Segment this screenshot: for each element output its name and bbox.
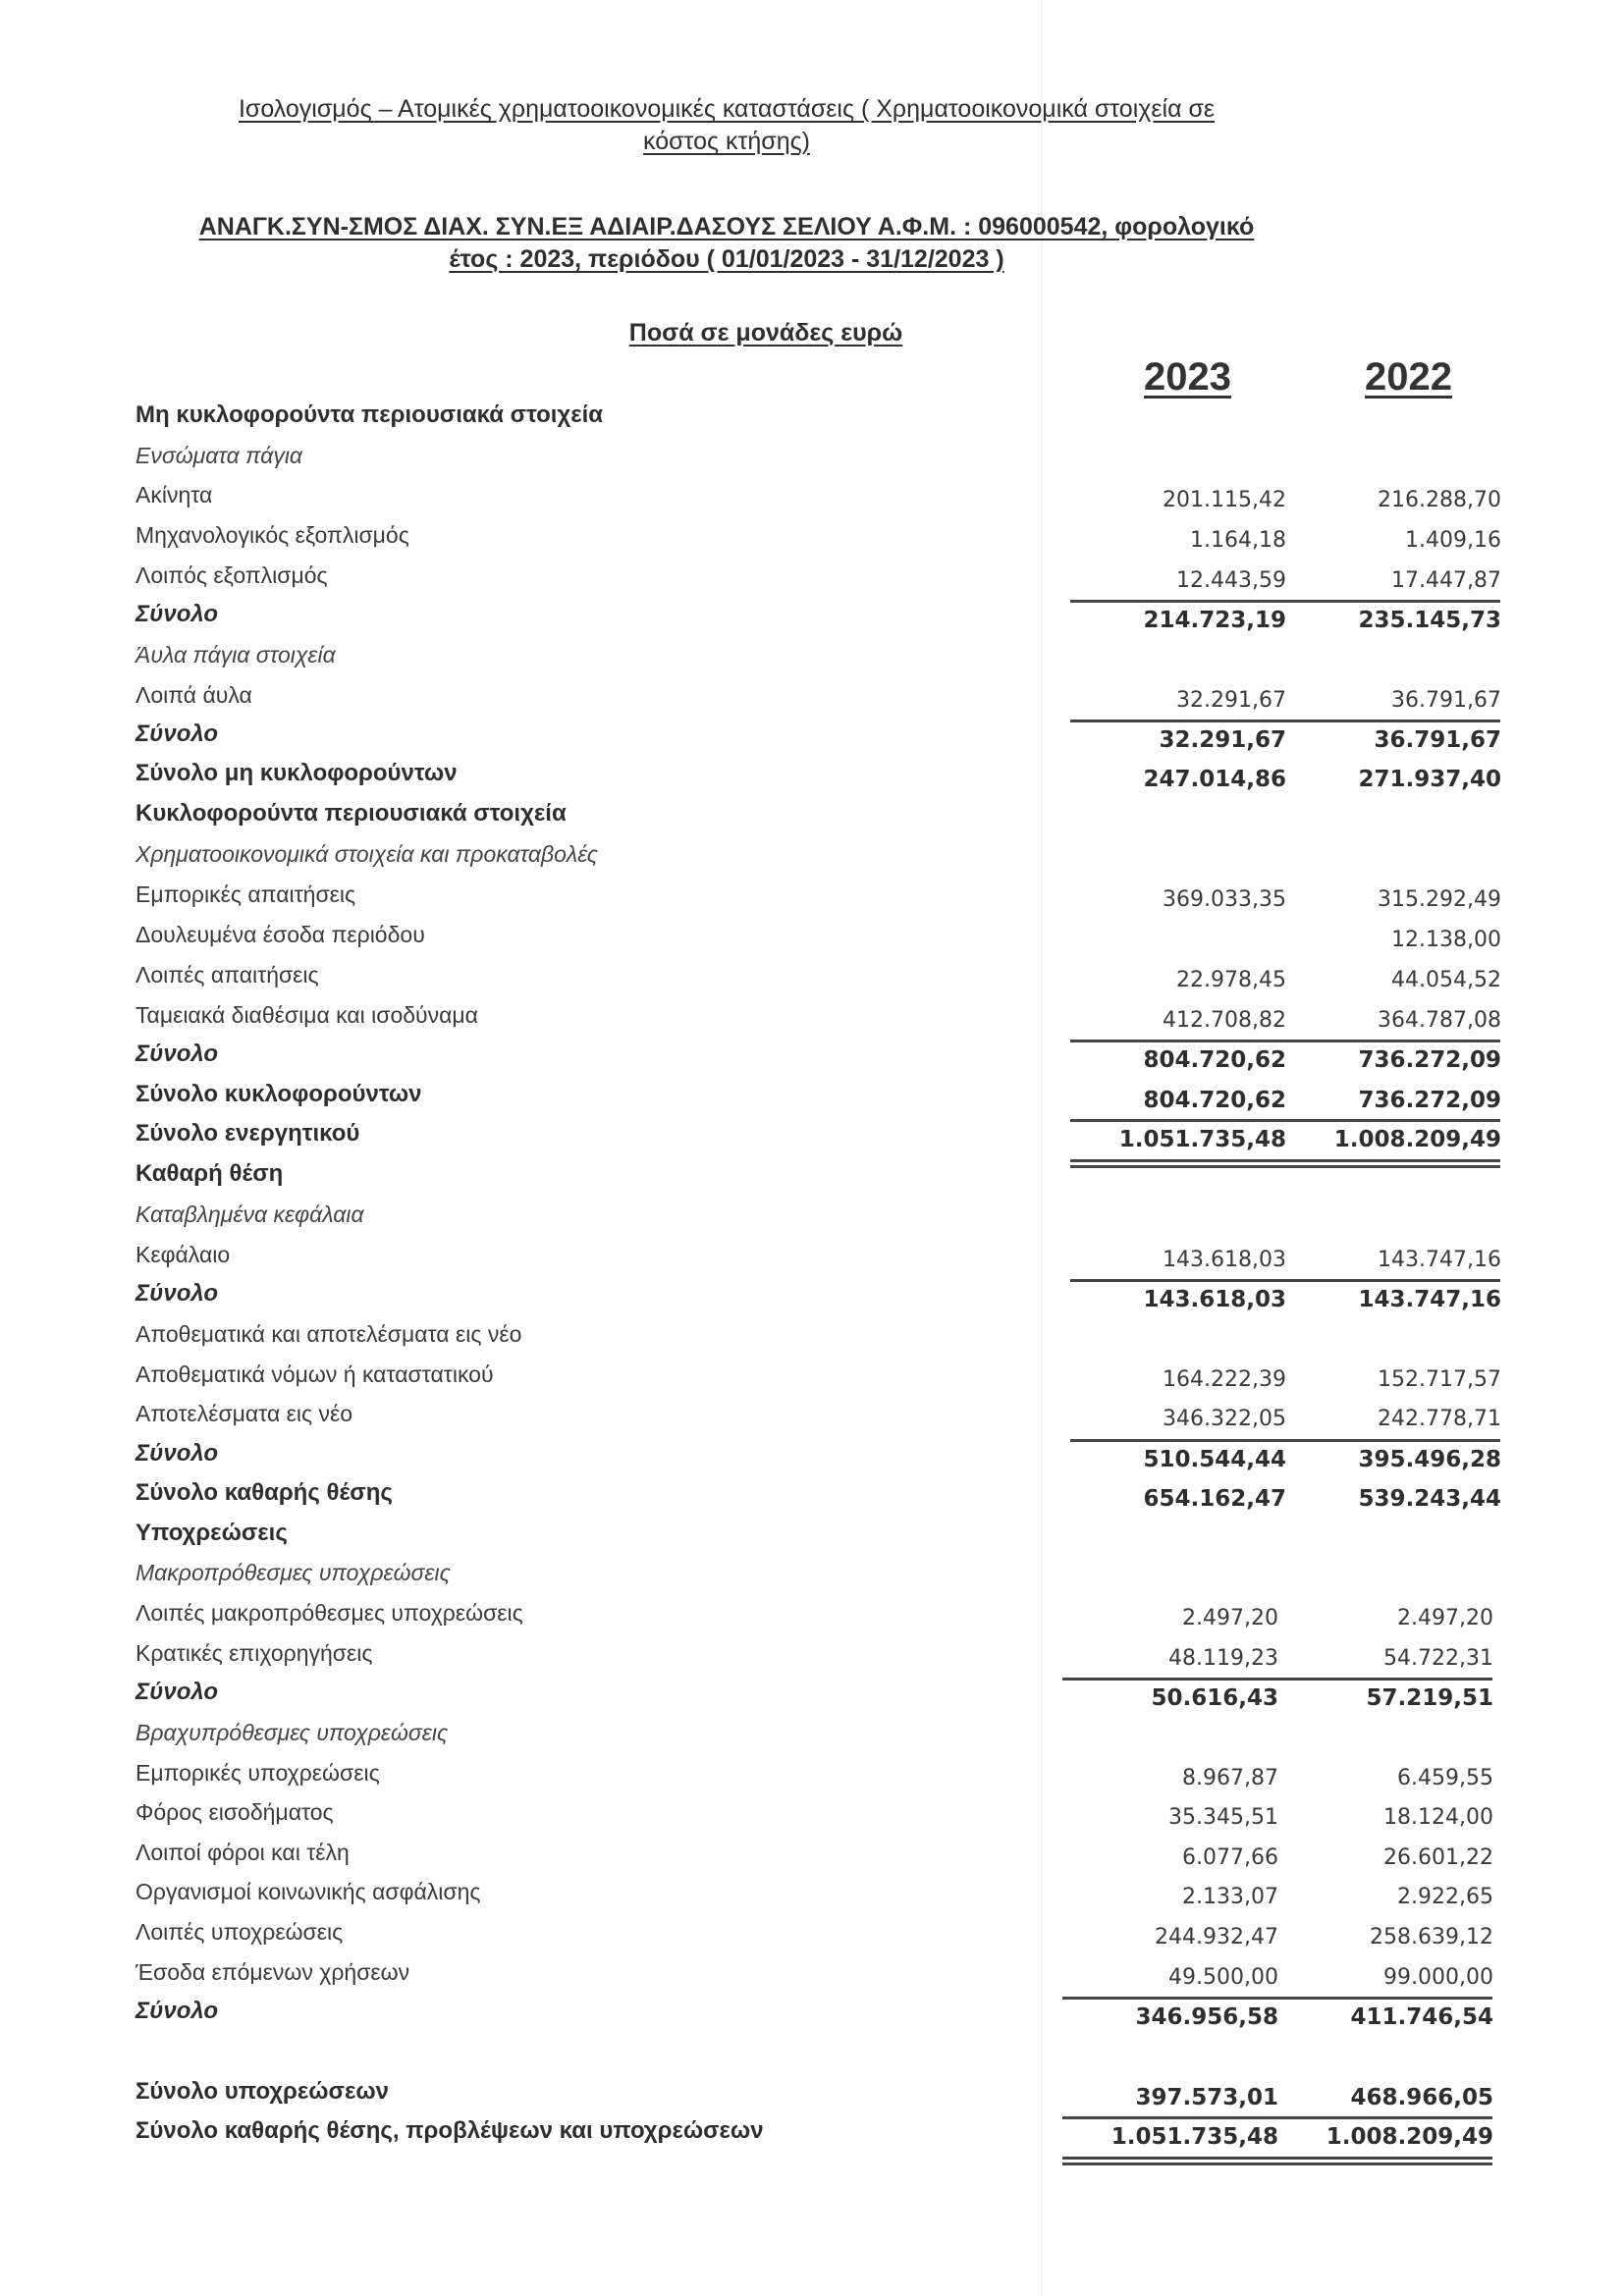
- total-row: [0, 1077, 1624, 1116]
- table-row: [0, 1914, 1624, 1953]
- amount-2022: 1.008.209,49: [1333, 1127, 1501, 1152]
- amount-2022: 36.791,67: [1374, 727, 1501, 753]
- amount-2023: 412.708,82: [1163, 1008, 1286, 1033]
- subtotal-rule: [1070, 1119, 1286, 1122]
- amount-2023: 1.051.735,48: [1118, 1127, 1286, 1152]
- amount-2022: 539.243,44: [1358, 1486, 1501, 1512]
- row-label: Υποχρεώσεις: [135, 1520, 288, 1546]
- amount-2023: 654.162,47: [1143, 1486, 1286, 1512]
- amount-2022: 1.409,16: [1405, 528, 1501, 553]
- amount-2022: 44.054,52: [1391, 968, 1501, 992]
- amount-2022: 143.747,16: [1378, 1248, 1501, 1272]
- total-row: [0, 2113, 1624, 2153]
- amount-2023: 22.978,45: [1176, 968, 1286, 992]
- amount-2023: 2.497,20: [1182, 1606, 1278, 1630]
- table-row: [0, 997, 1624, 1037]
- amount-2023: 346.322,05: [1163, 1407, 1286, 1431]
- entity-heading: [167, 211, 1286, 276]
- table-row: [0, 877, 1624, 916]
- amount-2022: 36.791,67: [1391, 688, 1501, 713]
- row-label: Μη κυκλοφορούντα περιουσιακά στοιχεία: [135, 401, 604, 428]
- table-row: [0, 1595, 1624, 1634]
- amount-2022: 235.145,73: [1358, 608, 1501, 633]
- row-label: Σύνολο: [135, 1440, 219, 1467]
- row-label: Άυλα πάγια στοιχεία: [135, 642, 336, 667]
- amount-2023: 1.051.735,48: [1110, 2124, 1278, 2150]
- total-row: [0, 1994, 1624, 2033]
- subtotal-rule: [1282, 1279, 1500, 1282]
- amount-2022: 99.000,00: [1383, 1965, 1493, 1990]
- amount-2022: 395.496,28: [1358, 1447, 1501, 1472]
- subtotal-rule: [1070, 600, 1286, 603]
- table-row: [0, 558, 1624, 597]
- row-label: Εμπορικές απαιτήσεις: [135, 881, 356, 907]
- row-label: Σύνολο: [135, 1280, 219, 1307]
- grand-total-double-rule: [1062, 2157, 1278, 2165]
- section-heading-row: [0, 398, 1624, 437]
- row-label: Δουλευμένα έσοδα περιόδου: [135, 922, 425, 947]
- amount-2023: 143.618,03: [1143, 1287, 1286, 1312]
- subsection-heading-row: [0, 1715, 1624, 1754]
- row-label: Εμπορικές υποχρεώσεις: [135, 1760, 380, 1786]
- row-label: Λοιποί φόροι και τέλη: [135, 1840, 350, 1865]
- amount-2022: 57.219,51: [1366, 1685, 1493, 1711]
- amount-2022: 411.746,54: [1350, 2004, 1493, 2030]
- row-label: Καθαρή θέση: [135, 1160, 284, 1187]
- amount-2023: 12.443,59: [1176, 568, 1286, 593]
- amount-2023: 32.291,67: [1159, 727, 1286, 753]
- column-header-2022: 2022: [1365, 355, 1452, 399]
- amount-2023: 50.616,43: [1151, 1685, 1278, 1711]
- section-heading-row: [0, 1516, 1624, 1555]
- table-row: [0, 1835, 1624, 1874]
- amount-2023: 201.115,42: [1163, 488, 1286, 512]
- row-label: Σύνολο μη κυκλοφορούντων: [135, 760, 458, 786]
- row-label: Αποθεματικά και αποτελέσματα εις νέο: [135, 1321, 522, 1347]
- amount-2023: 510.544,44: [1143, 1447, 1286, 1472]
- amount-2022: 242.778,71: [1378, 1407, 1501, 1431]
- row-label: Σύνολο: [135, 1998, 219, 2024]
- row-label: Καταβλημένα κεφάλαια: [135, 1201, 364, 1227]
- table-row: [0, 1755, 1624, 1794]
- section-heading-row: [0, 796, 1624, 835]
- total-row: [0, 597, 1624, 636]
- row-label: Χρηματοοικονομικά στοιχεία και προκαταβολές: [135, 841, 598, 867]
- amount-2022: 26.601,22: [1383, 1845, 1493, 1870]
- amount-2023: 214.723,19: [1143, 608, 1286, 633]
- total-row: [0, 1116, 1624, 1155]
- subtotal-rule: [1274, 1997, 1492, 2000]
- table-row: [0, 1357, 1624, 1396]
- amount-2023: 247.014,86: [1143, 767, 1286, 792]
- table-row: [0, 1396, 1624, 1435]
- subtotal-rule: [1070, 720, 1286, 722]
- subsection-heading-row: [0, 1197, 1624, 1236]
- total-row: [0, 717, 1624, 756]
- row-label: Ταμειακά διαθέσιμα και ισοδύναμα: [135, 1002, 478, 1028]
- row-label: Μακροπρόθεσμες υποχρεώσεις: [135, 1560, 451, 1585]
- table-row: [0, 517, 1624, 557]
- subsection-heading-row: [0, 637, 1624, 676]
- table-row: [0, 1874, 1624, 1913]
- amount-2022: 736.272,09: [1358, 1088, 1501, 1113]
- subtotal-rule: [1274, 1678, 1492, 1681]
- total-row: [0, 1276, 1624, 1315]
- amount-2023: 1.164,18: [1190, 528, 1286, 553]
- subtotal-rule: [1070, 1439, 1286, 1442]
- row-label: Έσοδα επόμενων χρήσεων: [135, 1959, 410, 1985]
- amount-2023: 804.720,62: [1143, 1088, 1286, 1113]
- row-label: Σύνολο υποχρεώσεων: [135, 2078, 389, 2105]
- subtotal-rule: [1282, 1119, 1500, 1122]
- table-row: [0, 957, 1624, 996]
- total-row: [0, 1037, 1624, 1076]
- row-label: Βραχυπρόθεσμες υποχρεώσεις: [135, 1720, 449, 1745]
- row-label: Σύνολο: [135, 1041, 219, 1067]
- row-label: Κυκλοφορούντα περιουσιακά στοιχεία: [135, 800, 567, 827]
- table-row: [0, 1794, 1624, 1834]
- row-label: Λοιπός εξοπλισμός: [135, 562, 328, 588]
- row-label: Σύνολο κυκλοφορούντων: [135, 1081, 422, 1107]
- row-label: Λοιπά άυλα: [135, 682, 252, 708]
- table-row: [0, 677, 1624, 717]
- subtotal-rule: [1274, 2116, 1492, 2119]
- total-row: [0, 756, 1624, 795]
- subtotal-rule: [1282, 1040, 1500, 1042]
- amount-2023: 244.932,47: [1155, 1925, 1278, 1949]
- amount-2023: 6.077,66: [1182, 1845, 1278, 1870]
- amount-2022: 18.124,00: [1383, 1805, 1493, 1830]
- total-row: [0, 1475, 1624, 1515]
- amount-units-label: [511, 319, 1021, 347]
- table-row: [0, 1635, 1624, 1675]
- table-row: [0, 1954, 1624, 1994]
- subtotal-rule: [1282, 600, 1500, 603]
- amount-2022: 364.787,08: [1378, 1008, 1501, 1033]
- amount-2023: 804.720,62: [1143, 1047, 1286, 1073]
- entity-heading-line1: ΑΝΑΓΚ.ΣΥΝ-ΣΜΟΣ ΔΙΑΧ. ΣΥΝ.ΕΞ ΑΔΙΑΙΡ.ΔΑΣΟΥΣ ΣΕΛΙΟΥ Α.Φ.Μ. : 096000542, φορολογικό: [198, 213, 1255, 240]
- table-row: [0, 917, 1624, 956]
- amount-2022: 1.008.209,49: [1326, 2124, 1493, 2150]
- row-label: Λοιπές υποχρεώσεις: [135, 1919, 344, 1945]
- row-label: Αποτελέσματα εις νέο: [135, 1401, 353, 1426]
- subtotal-rule: [1062, 1997, 1278, 2000]
- row-label: Σύνολο: [135, 601, 219, 627]
- amount-2022: 17.447,87: [1391, 568, 1501, 593]
- amount-2023: 48.119,23: [1168, 1646, 1278, 1671]
- row-label: Οργανισμοί κοινωνικής ασφάλισης: [135, 1879, 481, 1904]
- row-label: Λοιπές απαιτήσεις: [135, 962, 319, 988]
- amount-2022: 6.459,55: [1397, 1766, 1493, 1790]
- subtotal-rule: [1070, 1040, 1286, 1042]
- row-label: Λοιπές μακροπρόθεσμες υποχρεώσεις: [135, 1600, 523, 1626]
- row-label: Σύνολο: [135, 1679, 219, 1705]
- row-label: Σύνολο καθαρής θέσης: [135, 1479, 393, 1506]
- amount-2023: 164.222,39: [1163, 1367, 1286, 1392]
- amount-2022: 12.138,00: [1391, 928, 1501, 952]
- amount-2022: 258.639,12: [1370, 1925, 1493, 1949]
- amount-2023: 32.291,67: [1176, 688, 1286, 713]
- section-heading-row: [0, 1156, 1624, 1196]
- amount-units-text: Ποσά σε μονάδες ευρώ: [628, 319, 903, 347]
- row-label: Ακίνητα: [135, 482, 213, 507]
- row-label: Μηχανολογικός εξοπλισμός: [135, 522, 409, 548]
- amount-2023: 369.033,35: [1163, 887, 1286, 912]
- statement-title: [167, 93, 1286, 158]
- subtotal-rule: [1282, 720, 1500, 722]
- statement-title-line1: Ισολογισμός – Ατομικές χρηματοοικονομικές καταστάσεις ( Χρηματοοικονομικά στοιχεία σε: [238, 95, 1216, 123]
- subtotal-rule: [1062, 2116, 1278, 2119]
- amount-2023: 397.573,01: [1135, 2085, 1278, 2110]
- amount-2022: 468.966,05: [1350, 2085, 1493, 2110]
- row-label: Κεφάλαιο: [135, 1242, 231, 1267]
- amount-2022: 152.717,57: [1378, 1367, 1501, 1392]
- row-label: Φόρος εισοδήματος: [135, 1799, 334, 1825]
- amount-2023: 35.345,51: [1168, 1805, 1278, 1830]
- amount-2022: 143.747,16: [1358, 1287, 1501, 1312]
- entity-heading-line2: έτος : 2023, περιόδου ( 01/01/2023 - 31/12/2023 ): [449, 245, 1004, 273]
- row-label: Σύνολο: [135, 721, 219, 747]
- subtotal-rule: [1062, 1678, 1278, 1681]
- row-label: Σύνολο ενεργητικού: [135, 1120, 360, 1147]
- subtotal-rule: [1282, 1439, 1500, 1442]
- amount-2023: 143.618,03: [1163, 1248, 1286, 1272]
- row-label: Κρατικές επιχορηγήσεις: [135, 1640, 373, 1666]
- total-row: [0, 1436, 1624, 1475]
- table-row: [0, 1237, 1624, 1276]
- amount-2022: 2.922,65: [1397, 1885, 1493, 1909]
- row-label: Σύνολο καθαρής θέσης, προβλέψεων και υποχρεώσεων: [135, 2117, 764, 2144]
- amount-2023: 2.133,07: [1182, 1885, 1278, 1909]
- subsection-heading-row: [0, 438, 1624, 477]
- subsection-heading-row: [0, 836, 1624, 876]
- amount-2022: 2.497,20: [1397, 1606, 1493, 1630]
- total-row: [0, 1675, 1624, 1714]
- statement-title-line2: κόστος κτήσης): [643, 128, 810, 155]
- amount-2022: 315.292,49: [1378, 887, 1501, 912]
- amount-2022: 54.722,31: [1383, 1646, 1493, 1671]
- subtotal-rule: [1070, 1279, 1286, 1282]
- amount-2023: 8.967,87: [1182, 1766, 1278, 1790]
- amount-2023: 49.500,00: [1168, 1965, 1278, 1990]
- total-row: [0, 2074, 1624, 2113]
- amount-2022: 736.272,09: [1358, 1047, 1501, 1073]
- table-row: [0, 1316, 1624, 1356]
- table-row: [0, 477, 1624, 516]
- amount-2023: 346.956,58: [1135, 2004, 1278, 2030]
- amount-2022: 216.288,70: [1378, 488, 1501, 512]
- row-label: Ενσώματα πάγια: [135, 443, 303, 468]
- column-header-2023: 2023: [1144, 355, 1231, 399]
- row-label: Αποθεματικά νόμων ή καταστατικού: [135, 1362, 494, 1387]
- amount-2022: 271.937,40: [1358, 767, 1501, 792]
- subsection-heading-row: [0, 1555, 1624, 1594]
- grand-total-double-rule: [1274, 2157, 1492, 2165]
